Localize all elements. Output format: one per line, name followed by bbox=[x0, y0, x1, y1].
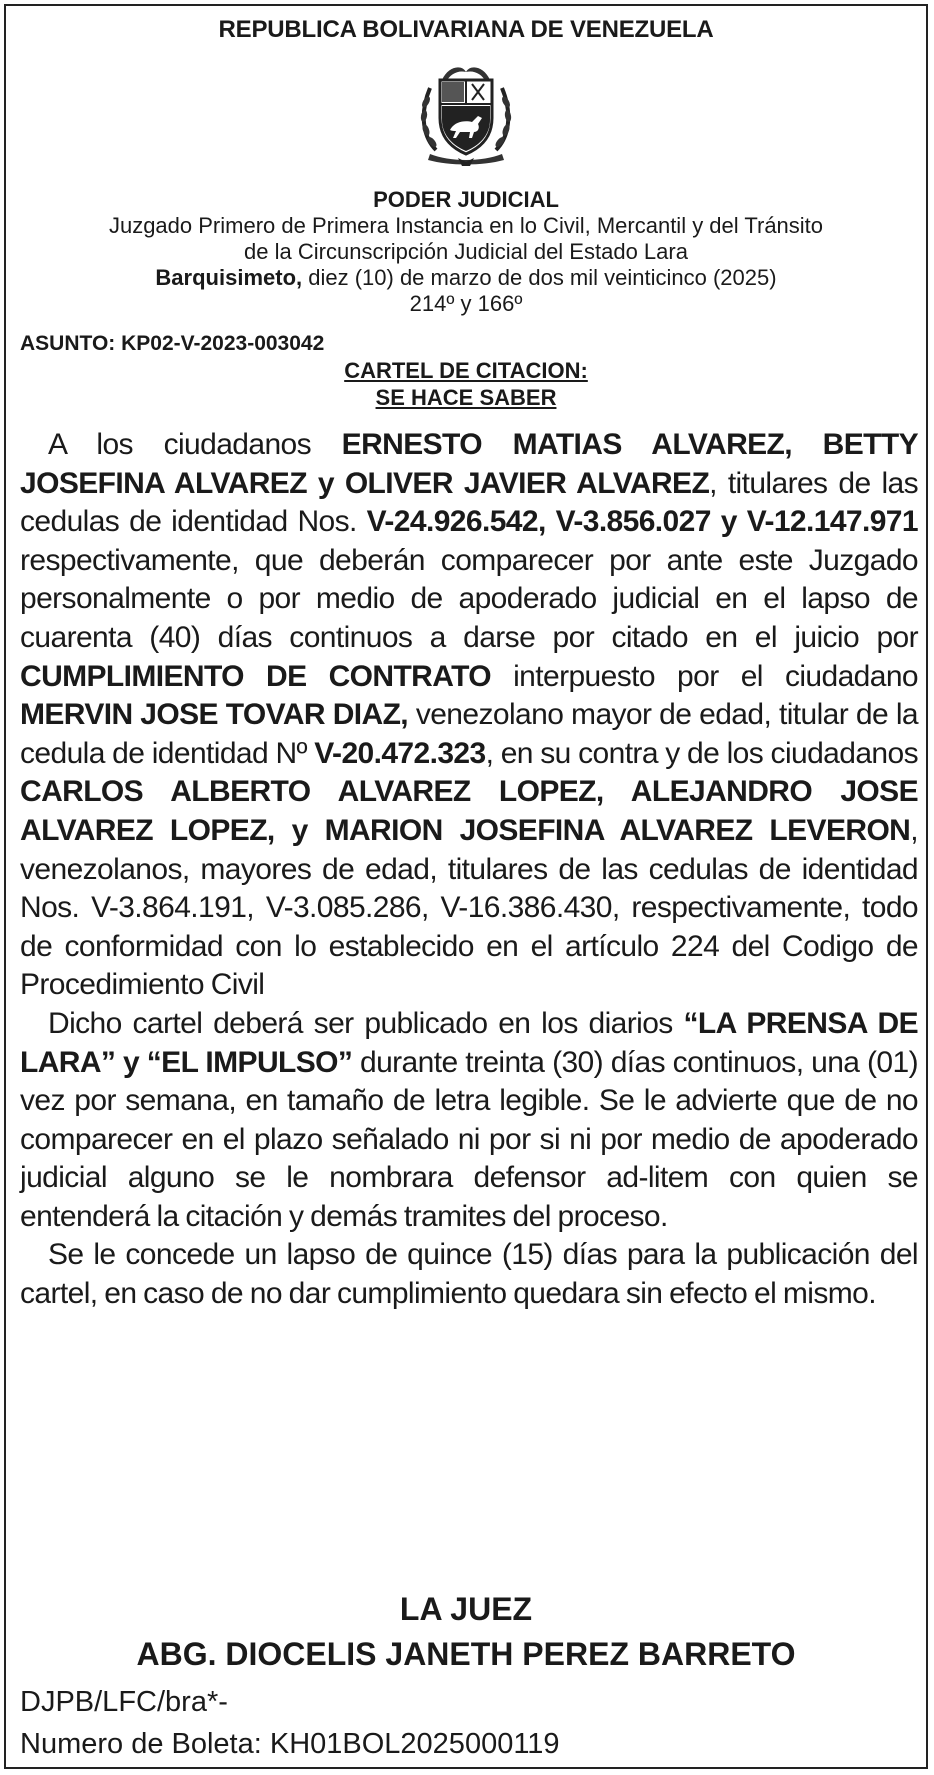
coat-of-arms-seal bbox=[6, 58, 926, 166]
defendants-names: ERNESTO MATIAS ALVAREZ, BETTY JOSEFINA ALVAREZ y OLIVER JAVIER ALVAREZ bbox=[20, 428, 918, 500]
judicial-branch-heading: PODER JUDICIAL bbox=[373, 187, 559, 212]
legal-notice bbox=[4, 4, 928, 1769]
deadline-paragraph: Se le concede un lapso de quince (15) días para la publicación del cartel, en caso de no dar cumplimiento quedara sin efecto el mismo. bbox=[20, 1238, 918, 1311]
city-name: Barquisimeto, bbox=[155, 265, 303, 290]
notice-title: CARTEL DE CITACION: bbox=[344, 358, 588, 383]
notice-body bbox=[20, 426, 918, 1314]
receipt-number: Numero de Boleta: KH01BOL2025000119 bbox=[20, 1728, 560, 1760]
newspapers-names: “LA PRENSA DE LARA” y “EL IMPULSO” bbox=[20, 1006, 918, 1079]
date-line bbox=[6, 265, 926, 291]
court-name-line-2: de la Circunscripción Judicial del Estado Lara bbox=[244, 239, 688, 264]
co-defendants-names: CARLOS ALBERTO ALVAREZ LOPEZ, ALEJANDRO JOSE ALVAREZ LOPEZ, y MARION JOSEFINA ALVAREZ LEVERON bbox=[20, 775, 918, 847]
citation-paragraph: A los ciudadanos ERNESTO MATIAS ALVAREZ, BETTY JOSEFINA ALVAREZ y OLIVER JAVIER ALVAREZ, titulares de las cedulas de identidad Nos. V-24.926.542, V-3.856.027 y V-12.147.971 respectivamente, que deberán comparecer por ante este Juzgado personalmente o por medio de apoderado judicial en el lapso de cuarenta (40) días continuos a darse por citado en el juicio por CUMPLIMIENTO DE CONTRATO interpuesto por el ciudadano MERVIN JOSE TOVAR DIAZ, venezolano mayor de edad, titular de la cedula de identidad Nº V-20.472.323, en su contra y de los ciudadanos CARLOS ALBERTO ALVAREZ LOPEZ, ALEJANDRO JOSE ALVAREZ LOPEZ, y MARION JOSEFINA ALVAREZ LEVERON, venezolanos, mayores de edad, titulares de las cedulas de identidad Nos. V-3.864.191, V-3.085.286, V-16.386.430, respectivamente, todo de conformidad con lo establecido en el artículo 224 del Codigo de Procedimiento Civil bbox=[20, 428, 918, 1002]
court-name-line-1: Juzgado Primero de Primera Instancia en lo Civil, Mercantil y del Tránsito bbox=[108, 213, 824, 238]
defendants-ids: V-24.926.542, V-3.856.027 y V-12.147.971 bbox=[366, 505, 918, 539]
notice-subtitle: SE HACE SABER bbox=[375, 385, 557, 410]
lawsuit-type: CUMPLIMIENTO DE CONTRATO bbox=[20, 659, 491, 693]
case-number: ASUNTO: KP02-V-2023-003042 bbox=[20, 332, 325, 355]
plaintiff-id: V-20.472.323 bbox=[314, 736, 486, 770]
judge-title: LA JUEZ bbox=[399, 1591, 533, 1627]
years-line: 214º y 166º bbox=[409, 291, 523, 316]
publication-paragraph: Dicho cartel deberá ser publicado en los diarios “LA PRENSA DE LARA” y “EL IMPULSO” durante treinta (30) días continuos, una (01) vez por semana, en tamaño de letra legible. Se le advierte que de no comparecer en el plazo señalado ni por si ni por medio de apoderado judicial alguno se le nombrara defensor ad-litem con quien se entenderá la citación y demás tramites del proceso. bbox=[20, 1006, 918, 1233]
initials: DJPB/LFC/bra*- bbox=[20, 1686, 228, 1718]
judge-name: ABG. DIOCELIS JANETH PEREZ BARRETO bbox=[136, 1636, 796, 1672]
date-text: diez (10) de marzo de dos mil veinticinco (2025) bbox=[302, 265, 777, 290]
plaintiff-name: MERVIN JOSE TOVAR DIAZ, bbox=[20, 698, 409, 732]
country-heading: REPUBLICA BOLIVARIANA DE VENEZUELA bbox=[218, 16, 714, 43]
